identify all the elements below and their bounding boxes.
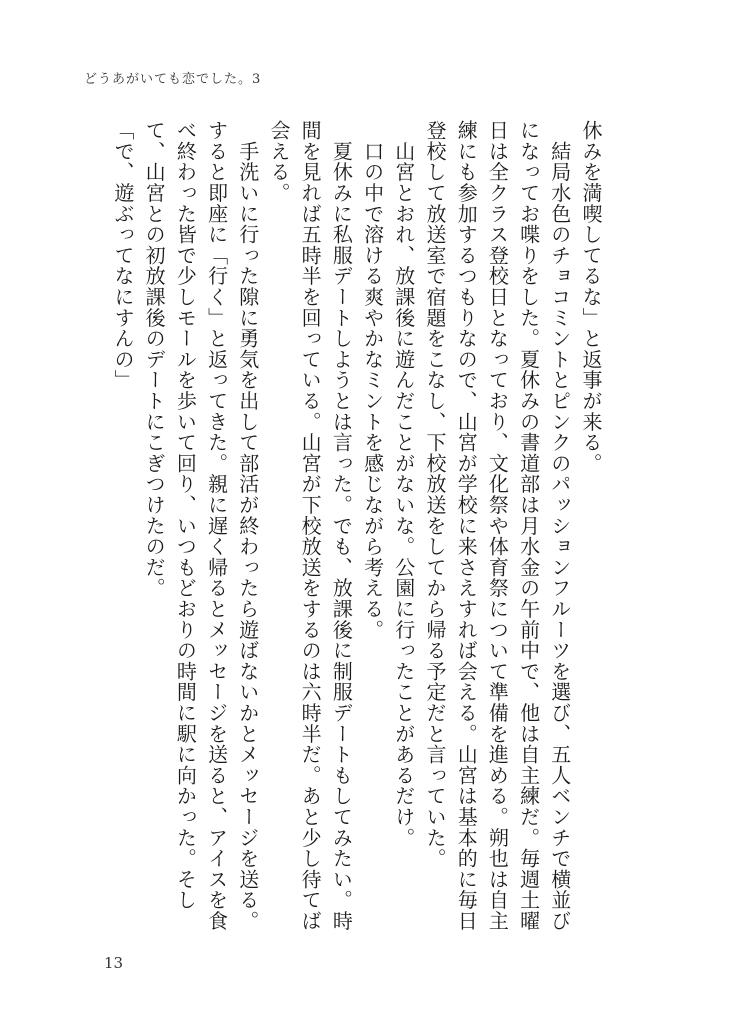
paragraph: 口の中で溶ける爽やかなミントを感じながら考える。 xyxy=(360,120,385,640)
paragraph: 夏休みに私服デートしようとは言った。でも、放課後に制服デートもしてみたい。時間を見れば五時半を回っている。山宮が下校放送をするのは六時半だ。あと少し待てば会える。 xyxy=(266,120,354,932)
running-header: どうあがいても恋でした。3 xyxy=(84,72,262,87)
paragraph: 手洗いに行った隙に勇気を出して部活が終わったら遊ばないかとメッセージを送る。すると即座に「行く」と返ってきた。親に遅く帰るとメッセージを送ると、アイスを食べ終わった皆で少しモールを歩いて回り、いつもどおりの時間に駅に向かった。そして、山宮との初放課後のデートにこぎつけたのだ。 xyxy=(142,120,260,932)
paragraph: 結局水色のチョコミントとピンクのパッションフルーツを選び、五人ベンチで横並びになってお喋りをした。夏休みの書道部は月水金の午前中で、他は自主練だ。毎週土曜日は全クラス登校日となっており、文化祭や体育祭について準備を進める。朔也は自主練にも参加するつもりなので、山宮が学校に来さえすれば会える。山宮は基本的に毎日登校して放送室で宿題をこなし、下校放送をしてから帰る予定だと言っていた。 xyxy=(422,120,572,932)
paragraph: 休みを満喫してるな」と返事が来る。 xyxy=(579,120,603,474)
paragraph: 「で、遊ぶってなにすんの」 xyxy=(110,120,135,391)
page-number: 13 xyxy=(104,954,124,972)
novel-body-text xyxy=(107,120,606,950)
paragraph: 山宮とおれ、放課後に遊んだことがないな。公園に行ったことがあるだけ。 xyxy=(391,120,416,848)
